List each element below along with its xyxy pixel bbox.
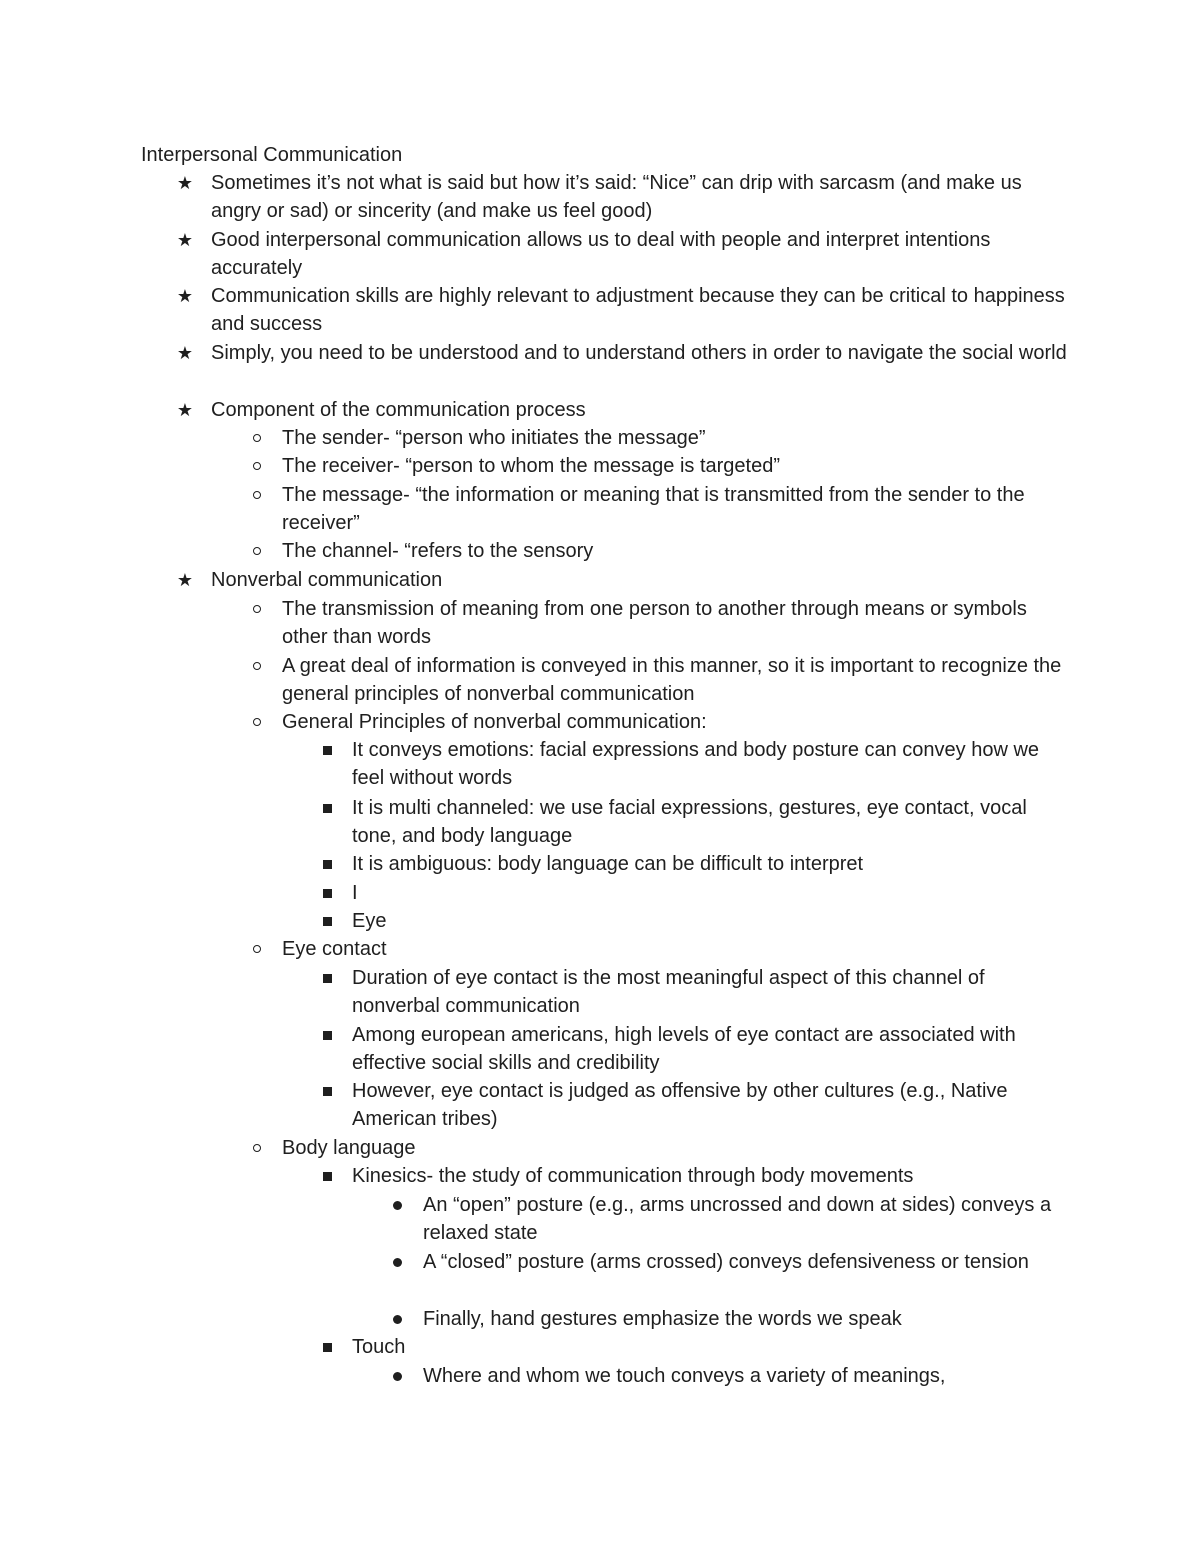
list-item	[352, 850, 1072, 878]
list-item	[176, 566, 1071, 594]
list-item-text: It conveys emotions: facial expressions and body posture can convey how we feel without words	[352, 739, 1040, 790]
filled-dot-icon	[387, 1191, 407, 1219]
list-item	[282, 708, 1072, 736]
filled-square-icon	[317, 1021, 337, 1049]
list-item-text: Component of the communication process	[211, 399, 586, 421]
hollow-circle-icon	[247, 452, 267, 480]
list-item	[423, 1248, 1073, 1276]
filled-square-icon	[317, 850, 337, 878]
hollow-circle-icon	[247, 652, 267, 680]
list-item	[176, 169, 1071, 225]
filled-square-icon	[317, 1162, 337, 1190]
list-item	[423, 1362, 1073, 1390]
list-item-text: It is ambiguous: body language can be difficult to interpret	[352, 853, 864, 875]
list-item	[176, 226, 1071, 282]
filled-square-icon	[317, 1333, 337, 1361]
list-item-text: However, eye contact is judged as offensive by other cultures (e.g., Native American tribes)	[352, 1080, 1008, 1131]
list-item	[352, 879, 1072, 907]
list-item	[282, 652, 1072, 708]
list-item-text: The transmission of meaning from one person to another through means or symbols other than words	[282, 598, 1027, 649]
list-item-text: The channel- “refers to the sensory	[282, 540, 594, 562]
list-item-text: An “open” posture (e.g., arms uncrossed and down at sides) conveys a relaxed state	[423, 1194, 1052, 1245]
filled-square-icon	[317, 964, 337, 992]
list-item	[282, 481, 1072, 537]
hollow-circle-icon	[247, 708, 267, 736]
hollow-circle-icon	[247, 537, 267, 565]
list-item	[352, 1021, 1072, 1077]
star-icon: ★	[176, 399, 194, 420]
list-item	[176, 339, 1071, 367]
list-item	[423, 1191, 1073, 1247]
hollow-circle-icon	[247, 935, 267, 963]
list-item	[282, 452, 1072, 480]
list-item-text: Among european americans, high levels of eye contact are associated with effective social skills and credibility	[352, 1024, 1016, 1075]
list-item-text: Good interpersonal communication allows us to deal with people and interpret intentions accurately	[211, 229, 991, 280]
list-item-text: The sender- “person who initiates the message”	[282, 427, 706, 449]
filled-square-icon	[317, 1077, 337, 1105]
list-item-text: A great deal of information is conveyed in this manner, so it is important to recognize the general principles of nonverbal communication	[282, 655, 1062, 706]
list-item-text: Body language	[282, 1137, 416, 1159]
list-item-text: I	[352, 882, 358, 904]
list-item	[176, 396, 1071, 424]
hollow-circle-icon	[247, 1134, 267, 1162]
filled-square-icon	[317, 736, 337, 764]
list-item	[423, 1305, 1073, 1333]
list-item-text: Nonverbal communication	[211, 569, 443, 591]
filled-square-icon	[317, 794, 337, 822]
list-item	[282, 424, 1072, 452]
star-icon: ★	[176, 229, 194, 250]
list-item	[282, 1134, 1072, 1162]
list-item-text: A “closed” posture (arms crossed) conveys defensiveness or tension	[423, 1251, 1029, 1273]
filled-dot-icon	[387, 1305, 407, 1333]
list-item-text: Kinesics- the study of communication through body movements	[352, 1165, 914, 1187]
list-item	[352, 1077, 1072, 1133]
list-item-text: The message- “the information or meaning that is transmitted from the sender to the receiver”	[282, 484, 1025, 535]
star-icon: ★	[176, 285, 194, 306]
list-item-text: Touch	[352, 1336, 406, 1358]
list-item-text: Eye contact	[282, 938, 387, 960]
list-item	[352, 736, 1072, 792]
hollow-circle-icon	[247, 481, 267, 509]
list-item-text: General Principles of nonverbal communication:	[282, 711, 707, 733]
filled-square-icon	[317, 879, 337, 907]
star-icon: ★	[176, 569, 194, 590]
hollow-circle-icon	[247, 424, 267, 452]
list-item-text: Eye	[352, 910, 387, 932]
list-item-text: Where and whom we touch conveys a variety of meanings,	[423, 1365, 946, 1387]
list-item	[282, 537, 1072, 565]
list-item	[352, 907, 1072, 935]
list-item	[282, 935, 1072, 963]
list-item-text: Duration of eye contact is the most meaningful aspect of this channel of nonverbal communication	[352, 967, 985, 1018]
list-item-text: Communication skills are highly relevant to adjustment because they can be critical to happiness and success	[211, 285, 1065, 336]
list-item-text: Finally, hand gestures emphasize the words we speak	[423, 1308, 902, 1330]
list-item	[176, 282, 1071, 338]
star-icon: ★	[176, 172, 194, 193]
list-item	[352, 964, 1072, 1020]
list-item-text: Simply, you need to be understood and to understand others in order to navigate the social world	[211, 342, 1067, 364]
list-item-text: Sometimes it’s not what is said but how it’s said: “Nice” can drip with sarcasm (and make us angry or sad) or sincerity (and make us feel good)	[211, 172, 1022, 223]
list-item	[352, 1333, 1072, 1361]
filled-dot-icon	[387, 1248, 407, 1276]
list-item	[352, 1162, 1072, 1190]
list-item-text: It is multi channeled: we use facial expressions, gestures, eye contact, vocal tone, and body language	[352, 797, 1027, 848]
filled-dot-icon	[387, 1362, 407, 1390]
star-icon: ★	[176, 342, 194, 363]
filled-square-icon	[317, 907, 337, 935]
hollow-circle-icon	[247, 595, 267, 623]
list-item	[352, 794, 1072, 850]
list-item	[282, 595, 1072, 651]
list-item-text: The receiver- “person to whom the message is targeted”	[282, 455, 780, 477]
document-title: Interpersonal Communication	[141, 144, 403, 166]
